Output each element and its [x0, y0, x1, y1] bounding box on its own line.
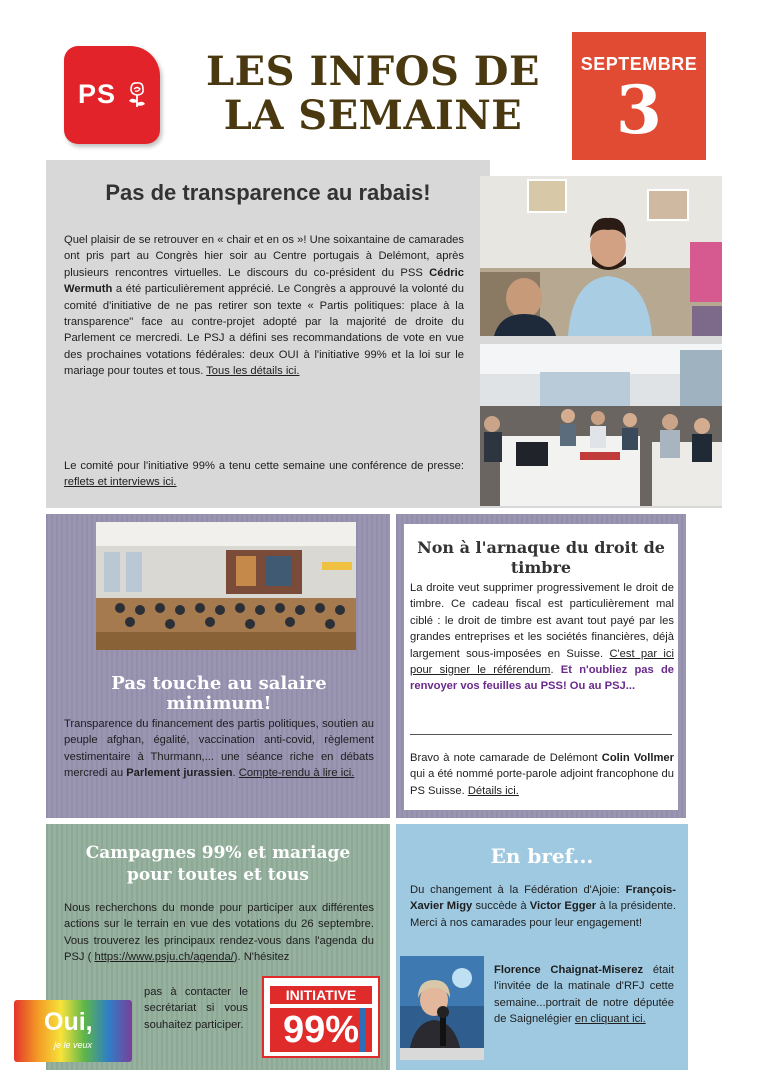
title-line-1: LES INFOS DE: [206, 48, 540, 95]
article-campagnes-title: Campagnes 99% et mariage pour toutes et tous: [85, 843, 351, 885]
date-day: 3: [616, 71, 662, 149]
title-line-2: LA SEMAINE: [223, 92, 523, 139]
article-vollmer-body: Bravo à note camarade de Delémont Colin Vollmer qui a été nommé porte-parole adjoint francophone du PS Suisse. Détails ici.: [410, 752, 674, 797]
initiative-accent-bar: [360, 1008, 365, 1052]
article-florence-body: Florence Chaignat-Miserez était l'invitée de la matinale d'RFJ cette semaine...portrait de notre députée de Saignelégier en cliquant ici.: [494, 964, 674, 1026]
article-transparence-title: Pas de transparence au rabais!: [105, 180, 431, 205]
article-campagnes-body: Nous recherchons du monde pour participer aux différentes actions sur le terrain en vue des votations du 26 septembre. Vous trouverez les principaux rendez-vous dans l'agenda du PSJ ( https://www.psju.ch/agenda/). N'hésitez: [64, 902, 374, 964]
referendum-link[interactable]: C'est par ici pour signer le référendum: [410, 647, 674, 677]
florence-chaignat-miserez-name: Florence Chaignat-Miserez: [494, 964, 644, 976]
victor-egger-name: Victor Egger: [529, 900, 597, 913]
date-badge: [572, 32, 706, 160]
parlement-jurassien-name: Parlement jurassien: [126, 767, 233, 780]
cedric-wermuth-name: Cédric Wermuth: [64, 266, 464, 296]
ps-logo: [64, 46, 160, 144]
date-month: SEPTEMBRE: [580, 54, 698, 74]
initiative-label: INITIATIVE: [270, 986, 372, 1004]
transparence-details-link[interactable]: Tous les détails ici.: [206, 365, 300, 378]
congress-speaker-photo: [480, 176, 722, 336]
oui-text: Oui,: [44, 1008, 93, 1036]
parlement-jurassien-photo: [96, 522, 356, 650]
rose-icon: [126, 80, 148, 108]
florence-rfj-photo: [400, 956, 484, 1060]
article-ajoie-body: Du changement à la Fédération d'Ajoie: François-Xavier Migy succède à Victor Egger à la présidente. Merci à nos camarades pour leur engagement!: [410, 884, 676, 929]
article-conference-body: Le comité pour l'initiative 99% a tenu cette semaine une conférence de presse: reflets et interviews ici.: [64, 460, 464, 489]
article-timbre-body: La droite veut supprimer progressivement le droit de timbre. Ce cadeau fiscal est particulièrement mal ciblé : le droit de timbre est avant tout payé par les grandes entreprises et les sociétés financières, déjà largement sous-imposées en Suisse. C'est par ici pour signer le référendum. Et n'oubliez pas de renvoyer vos feuilles au PSS! Ou au PSJ...: [410, 582, 675, 693]
congress-room-photo: [480, 344, 722, 506]
reflets-interviews-link[interactable]: reflets et interviews ici.: [64, 476, 177, 489]
vollmer-details-link[interactable]: Détails ici.: [467, 784, 519, 797]
timbre-divider: [410, 734, 672, 735]
je-le-veux-text: je le veux: [54, 1040, 93, 1050]
article-timbre-title: Non à l'arnaque du droit de timbre: [417, 538, 665, 577]
article-en-bref-title: En bref...: [490, 844, 594, 868]
agenda-psju-link[interactable]: https://www.psju.ch/agenda/: [94, 951, 234, 964]
article-salaire-body: Transparence du financement des partis politiques, soutien au peuple afghan, égalité, vaccination anti-covid, règlement vestimentaire à Thurmann,... une séance riche en débats mercredi au Parlement jurassien. Compte-rendu à lire ici.: [64, 718, 374, 780]
compte-rendu-link[interactable]: Compte-rendu à lire ici.: [238, 767, 355, 780]
article-salaire-title: Pas touche au salaire minimum!: [111, 673, 327, 714]
ps-logo-text: PS: [78, 79, 117, 109]
article-transparence-body: Quel plaisir de se retrouver en « chair et en os »! Une soixantaine de camarades ont pris part au Congrès hier soir au Centre portugais à Delémont, après plusieurs rencontres virtuelles. Le discours du co-président du PSS Cédric Wermuth a été particulièrement apprécié. Le Congrès a approuvé la volonté du comité d'initiative de ne pas retirer son texte « Partis politiques: place à la transparence" face au contre-projet adopté par la majorité de droite du Parlement ce mercredi. Le PSJ a défini ses recommandations de vote en vue des prochaines votations fédérales: deux OUI à l'initiative 99% et la loi sur le mariage pour toutes et tous. Tous les détails ici.: [64, 234, 464, 378]
francois-xavier-migy-name: François-Xavier Migy: [410, 884, 676, 913]
article-campagnes-body-cont: pas à contacter le secrétariat si vous souhaitez participer.: [144, 986, 248, 1031]
newsletter-title: [178, 50, 568, 138]
oui-je-le-veux-logo: [14, 1000, 132, 1062]
florence-portrait-link[interactable]: en cliquant ici.: [574, 1013, 646, 1026]
initiative-99-logo: [262, 976, 380, 1058]
renvoyer-feuilles-text: Et n'oubliez pas de renvoyer vos feuilles au PSS! Ou au PSJ...: [410, 664, 675, 693]
colin-vollmer-name: Colin Vollmer: [601, 752, 674, 764]
initiative-99-value: 99%: [270, 1008, 372, 1052]
